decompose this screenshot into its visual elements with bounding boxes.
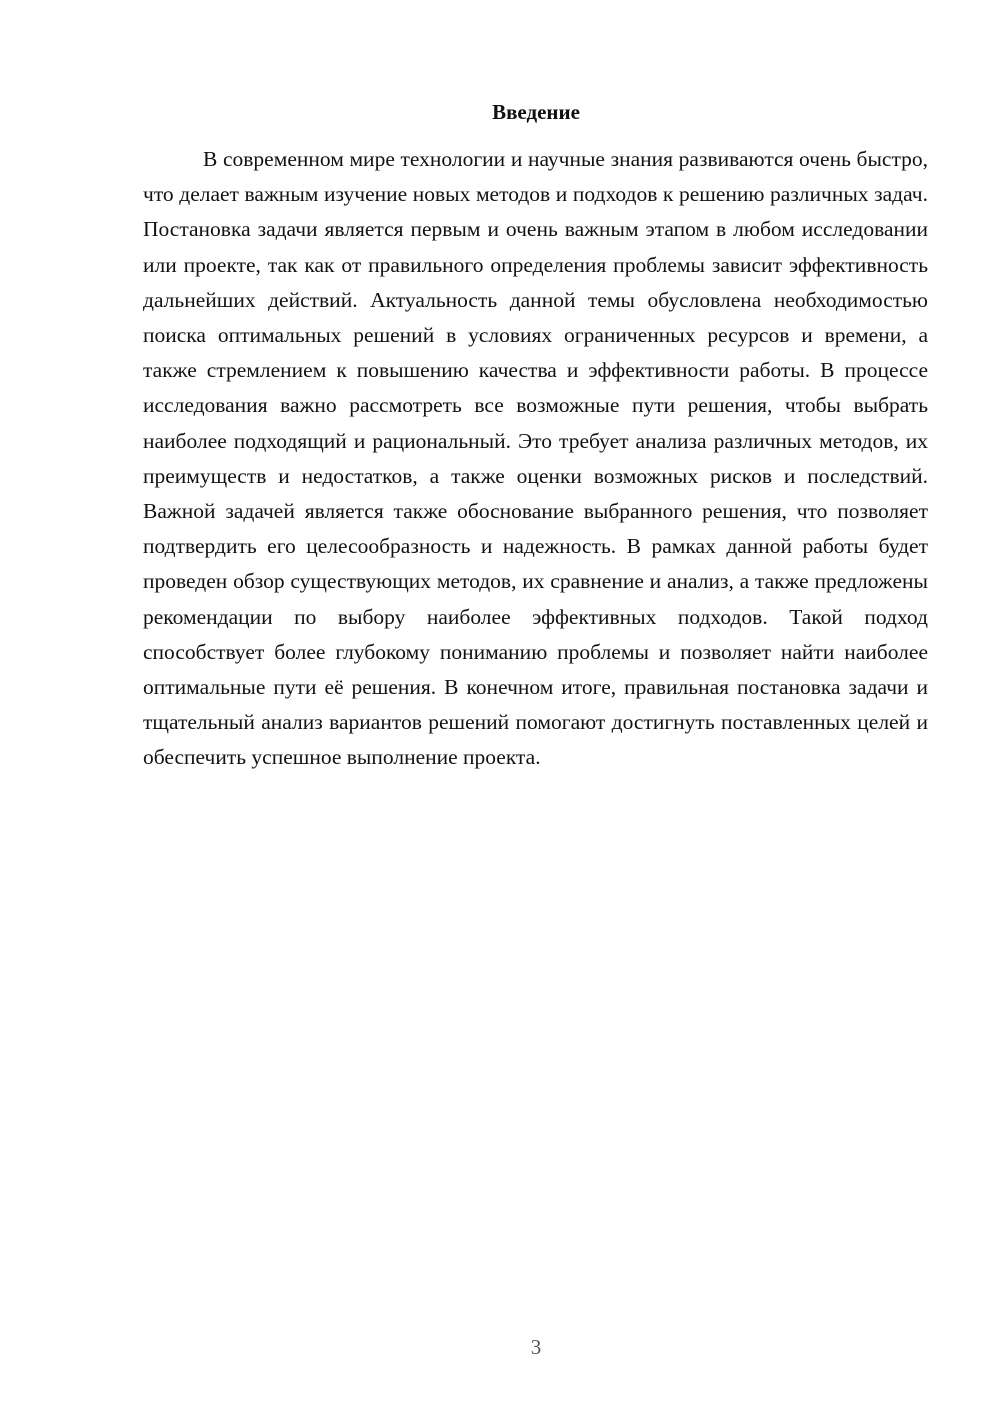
page-number: 3 [530, 1335, 542, 1359]
body-paragraph: В современном мире технологии и научные знания развиваются очень быстро, что делает важным изучение новых методов и подходов к решению различных задач. Постановка задачи является первым и очень важным этапом в любом исследовании или проекте, так как от правильного определения проблемы зависит эффективность дальнейших действий. Актуальность данной темы обусловлена необходимостью поиска оптимальных решений в условиях ограниченных ресурсов и времени, а также стремлением к повышению качества и эффективности работы. В процессе исследования важно рассмотреть все возможные пути решения, чтобы выбрать наиболее подходящий и рациональный. Это требует анализа различных методов, их преимуществ и недостатков, а также оценки возможных рисков и последствий. Важной задачей является также обоснование выбранного решения, что позволяет подтвердить его целесообразность и надежность. В рамках данной работы будет проведен обзор существующих методов, их сравнение и анализ, а также предложены рекомендации по выбору наиболее эффективных подходов. Такой подход способствует более глубокому пониманию проблемы и позволяет найти наиболее оптимальные пути её решения. В конечном итоге, правильная постановка задачи и тщательный анализ вариантов решений помогают достигнуть поставленных целей и обеспечить успешное выполнение проекта. [143, 147, 928, 770]
section-heading: Введение [492, 100, 580, 124]
